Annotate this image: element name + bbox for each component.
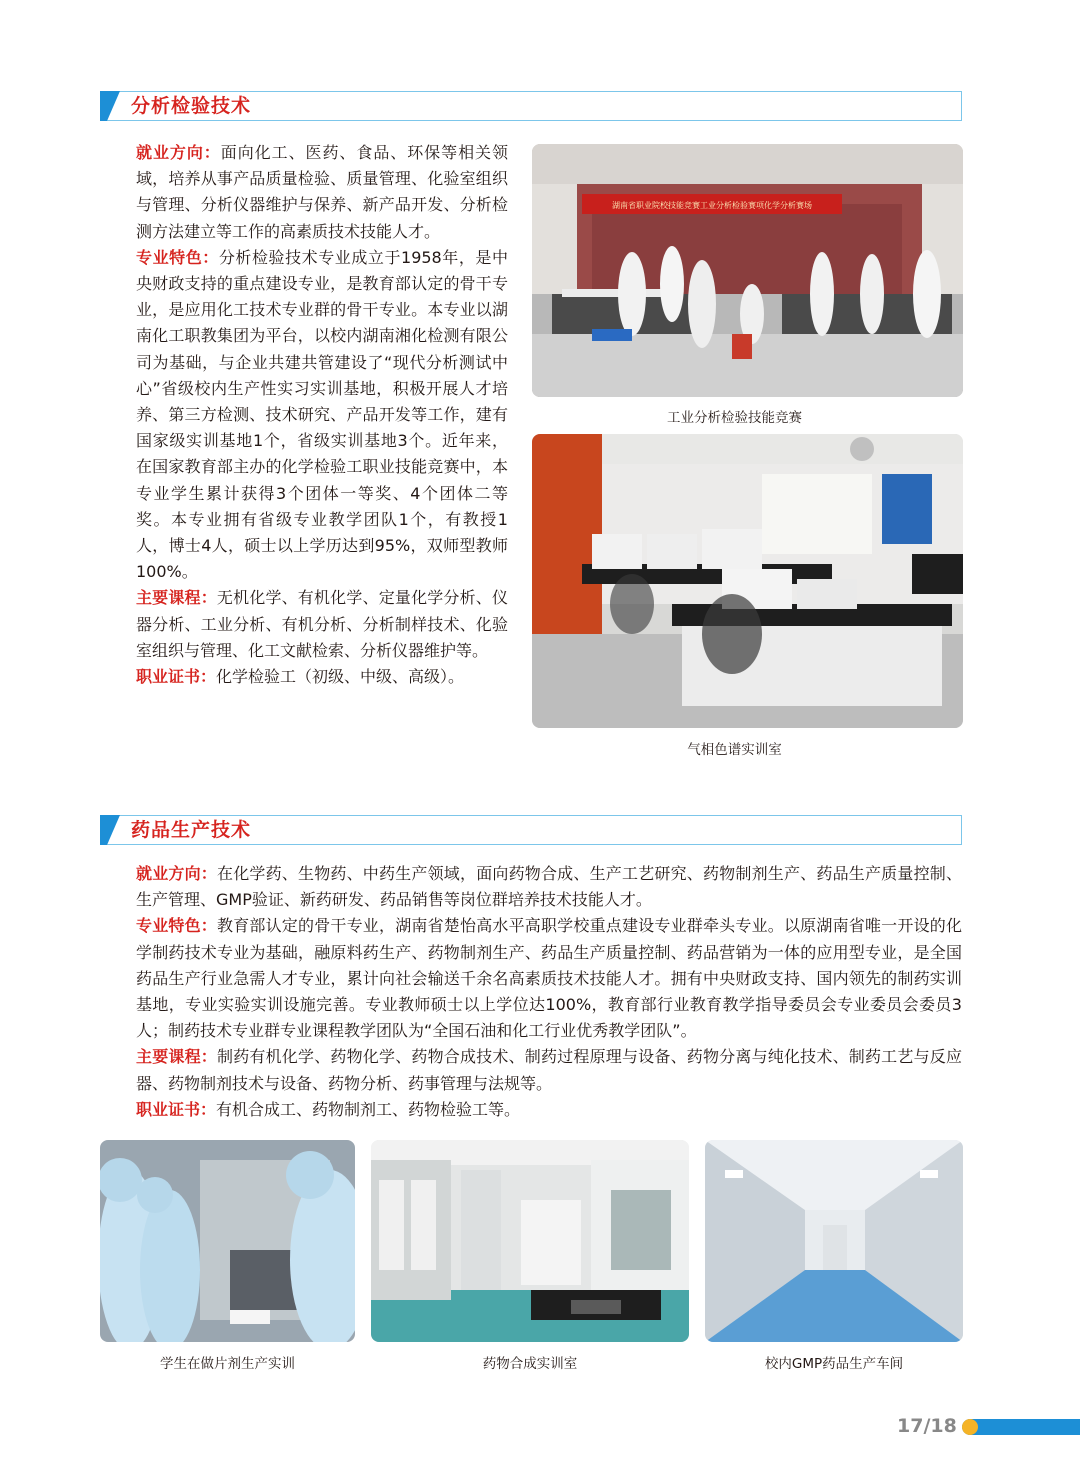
course-paragraph: [100, 1044, 962, 1096]
course-text: 无机化学、有机化学、定量化学分析、仪器分析、工业分析、有机分析、分析制样技术、化验室组织与管理、化工文献检索、分析仪器维护等。: [136, 588, 508, 660]
header-accent-bar: [100, 91, 120, 121]
analysis-body: [100, 140, 508, 690]
section-header-pharma: [100, 815, 962, 845]
cert-text: 化学检验工（初级、中级、高级）。: [216, 667, 465, 687]
photo-gc-lab-image: [532, 434, 963, 728]
photo-gc-lab: [532, 434, 963, 728]
feature-paragraph: [100, 245, 508, 586]
pharma-body: [100, 861, 962, 1123]
competition-banner: 湖南省职业院校技能竞赛工业分析检验赛项化学分析赛场: [612, 201, 812, 210]
employment-text: 在化学药、生物药、中药生产领域，面向药物合成、生产工艺研究、药物制剂生产、药品生产质量控制、生产管理、GMP验证、新药研发、药品销售等岗位群培养技术技能人才。: [136, 864, 962, 910]
course-label: 主要课程：: [136, 1047, 217, 1067]
photo-synthesis-lab-image: [371, 1140, 689, 1342]
photo-gmp-workshop: [705, 1140, 963, 1342]
photo-tablet-production-image: [100, 1140, 355, 1342]
course-text: 制药有机化学、药物化学、药物合成技术、制药过程原理与设备、药物分离与纯化技术、制药工艺与反应器、药物制剂技术与设备、药物分析、药事管理与法规等。: [136, 1047, 962, 1093]
employment-paragraph: [100, 861, 962, 913]
caption-tablet-production: 学生在做片剂生产实训: [160, 1356, 295, 1372]
section-title-pharma: 药品生产技术: [131, 819, 252, 841]
page-bar: [962, 1419, 1080, 1435]
course-paragraph: [100, 585, 508, 664]
cert-text: 有机合成工、药物制剂工、药物检验工等。: [216, 1099, 521, 1119]
cert-paragraph: [100, 1097, 962, 1123]
employment-label: 就业方向：: [136, 864, 217, 883]
caption-competition: 工业分析检验技能竞赛: [667, 410, 802, 426]
employment-text: 面向化工、医药、食品、环保等相关领域，培养从事产品质量检验、质量管理、化验室组织与管理、分析仪器维护与保养、新产品开发、分析检测方法建立等工作的高素质技术技能人才。: [136, 143, 508, 241]
photo-gmp-workshop-image: [705, 1140, 963, 1342]
employment-paragraph: [100, 140, 508, 245]
photo-competition: [532, 144, 963, 397]
feature-text: 教育部认定的骨干专业，湖南省楚怡高水平高职学校重点建设专业群牵头专业。以原湖南省唯一开设的化学制药技术专业为基础，融原料药生产、药物制剂生产、药品生产质量控制、药品营销为一体的应用型专业，是全国药品生产行业急需人才专业，累计向社会输送千余名高素质技术技能人才。拥有中央财政支持、国内领先的制药实训基地，专业实验实训设施完善。专业教师硕士以上学位达100%，教育部行业教育教学指导委员会专业委员会委员3人；制药技术专业群专业课程教学团队为“全国石油和化工行业优秀教学团队”。: [136, 916, 962, 1041]
employment-label: 就业方向：: [136, 143, 221, 162]
header-accent-bar: [100, 815, 120, 845]
caption-gc-lab: 气相色谱实训室: [687, 742, 782, 758]
course-label: 主要课程：: [136, 588, 217, 608]
photo-synthesis-lab: [371, 1140, 689, 1342]
cert-label: 职业证书：: [136, 667, 217, 687]
section-header-analysis: [100, 91, 962, 121]
page-number: 17/18: [897, 1415, 957, 1437]
section-title-analysis: 分析检验技术: [131, 95, 252, 117]
feature-paragraph: [100, 913, 962, 1044]
cert-paragraph: [100, 664, 508, 690]
feature-label: 专业特色：: [136, 916, 217, 936]
feature-label: 专业特色：: [136, 247, 219, 267]
caption-gmp-workshop: 校内GMP药品生产车间: [764, 1356, 904, 1372]
feature-text: 分析检验技术专业成立于1958年，是中央财政支持的重点建设专业，是教育部认定的骨干专业，是应用化工技术专业群的骨干专业。本专业以湖南化工职教集团为平台，以校内湖南湘化检测有限公司为基础，与企业共建共管建设了“现代分析测试中心”省级校内生产性实习实训基地，积极开展人才培养、第三方检测、技术研究、产品开发等工作，建有国家级实训基地1个，省级实训基地3个。近年来，在国家教育部主办的化学检验工职业技能竞赛中，本专业学生累计获得3个团体一等奖、4个团体二等奖。本专业拥有省级专业教学团队1个，有教授1人，博士4人，硕士以上学历达到95%，双师型教师100%。: [136, 247, 508, 582]
caption-synthesis-lab: 药物合成实训室: [482, 1356, 578, 1372]
cert-label: 职业证书：: [136, 1099, 217, 1119]
photo-tablet-production: [100, 1140, 355, 1342]
page-dot: [962, 1419, 978, 1435]
photo-competition-image: [532, 144, 963, 397]
